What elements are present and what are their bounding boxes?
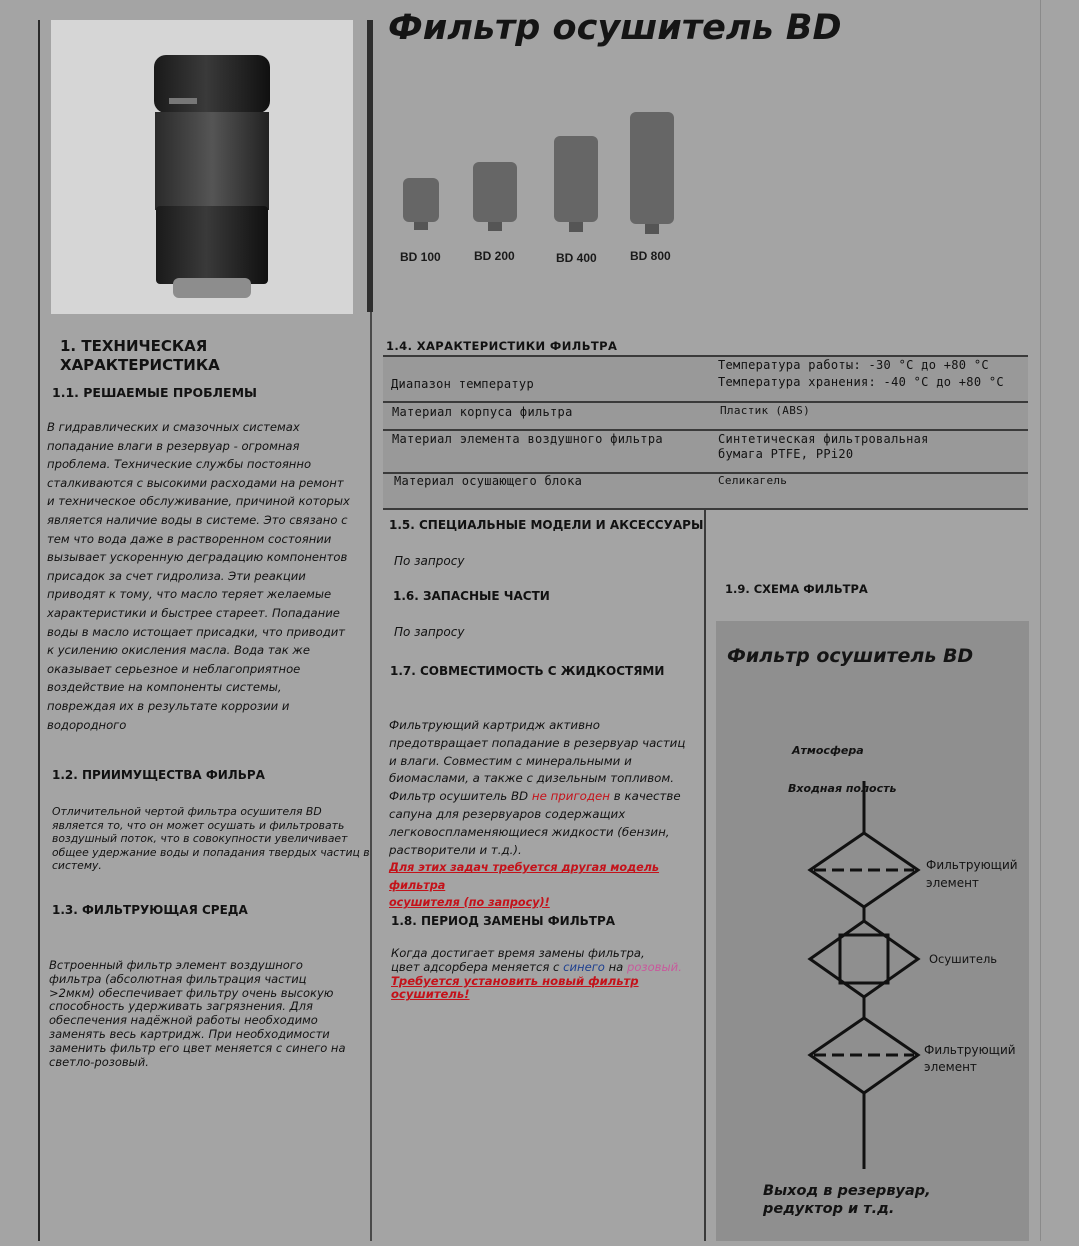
scheme-dryer-label: Осушитель xyxy=(929,952,998,966)
model-label-bd100: BD 100 xyxy=(400,250,441,264)
table-row-value: Пластик (ABS) xyxy=(720,404,810,417)
section-1-1-title: 1.1. РЕШАЕМЫЕ ПРОБЛЕМЫ xyxy=(52,385,257,400)
section-1-2-text: Отличительной чертой фильтра осушителя BD является то, что он может осушать и фильтровать воздушный поток, что в совокупности увеличивает общее удержание воды и попадания твердых частиц в систему. xyxy=(52,805,370,872)
table-row-value: Синтетическая фильтровальная xyxy=(718,432,929,446)
table-row-label: Диапазон температур xyxy=(391,377,534,391)
model-bd100-image xyxy=(403,178,439,230)
middle-divider-line xyxy=(704,510,706,1241)
filter-photo-illustration xyxy=(51,20,353,314)
table-row-value: Температура хранения: -40 °C до +80 °C xyxy=(718,375,1004,389)
section-1-8-text: Когда достигает время замены фильтра, цвет адсорбера меняется с синего на розовый. Требуется установить новый фильтр осушитель! xyxy=(391,946,682,1002)
scheme-element2-label: Фильтрующий элемент xyxy=(924,1043,1016,1074)
model-label-bd800: BD 800 xyxy=(630,249,671,263)
section-1-7-title: 1.7. СОВМЕСТИМОСТЬ С ЖИДКОСТЯМИ xyxy=(390,664,665,678)
model-bd400-image xyxy=(554,136,598,232)
table-row-label: Материал корпуса фильтра xyxy=(392,405,573,419)
scheme-inlet-label: Входная полость xyxy=(788,782,897,795)
table-row-value: Селикагель xyxy=(718,474,788,487)
scheme-outlet-label: Выход в резервуар, редуктор и т.д. xyxy=(763,1183,931,1217)
filter-element-1-symbol xyxy=(810,833,918,907)
model-bd200-image xyxy=(473,162,517,231)
model-bd800-image xyxy=(630,112,674,234)
section-1-6-title: 1.6. ЗАПАСНЫЕ ЧАСТИ xyxy=(393,589,550,603)
table-row-divider xyxy=(383,429,1028,431)
table-row-label: Материал осушающего блока xyxy=(394,474,583,488)
section-1-1-text: В гидравлических и смазочных системах попадание влаги в резервуар - огромная проблема. Технические службы постоянно сталкиваются с высокими расходами на ремонт и техническое обслуживание, причиной которых является наличие воды в системе. Это связано с тем что вода даже в растворенном состоянии вызывает ускоренную деградацию компонентов присадок за счет гидролиза. Эти реакции приводят к тому, что масло теряет желаемые характеристики и быстрее стареет. Попадание воды в масло истощает присадки, что приводит к усилению окисления масла. Вода так же оказывает серьезное и неблагоприятное воздействие на компоненты системы, повреждая их в результате коррозии и водородного xyxy=(47,420,350,732)
dryer-symbol xyxy=(810,921,918,997)
section-1-8-title: 1.8. ПЕРИОД ЗАМЕНЫ ФИЛЬТРА xyxy=(391,914,616,928)
section-1-3-text: Встроенный фильтр элемент воздушного фильтра (абсолютная фильтрация частиц >2мкм) обеспечивает фильтру очень высокую способность удерживать загрязнения. Для обеспечения надёжной работы необходимо заменять весь картридж. При необходимости заменить фильтр его цвет меняется с синего на светло-розовый. xyxy=(49,958,346,1069)
filter-element-2-symbol xyxy=(810,1018,918,1093)
section-1-6-text: По запросу xyxy=(394,625,465,639)
page-title: Фильтр осушитель BD xyxy=(388,8,842,48)
section-1-9-title: 1.9. СХЕМА ФИЛЬТРА xyxy=(725,582,868,596)
filter-scheme-panel xyxy=(716,621,1029,1241)
section-1-5-title: 1.5. СПЕЦИАЛЬНЫЕ МОДЕЛИ И АКСЕССУАРЫ xyxy=(389,518,704,532)
table-row-value: Температура работы: -30 °C до +80 °C xyxy=(718,358,989,372)
scheme-element1-label: Фильтрующий элемент xyxy=(926,858,1018,890)
table-row-divider xyxy=(383,401,1028,403)
product-photo xyxy=(51,20,353,314)
section-1-title: 1. ТЕХНИЧЕСКАЯ ХАРАКТЕРИСТИКА xyxy=(60,337,220,374)
right-border-line xyxy=(1040,0,1041,1241)
model-label-bd200: BD 200 xyxy=(474,249,515,263)
scheme-title: Фильтр осушитель BD xyxy=(727,645,974,667)
section-1-4-title: 1.4. ХАРАКТЕРИСТИКИ ФИЛЬТРА xyxy=(386,339,618,353)
section-1-5-text: По запросу xyxy=(394,554,465,568)
table-row-label: Материал элемента воздушного фильтра xyxy=(392,432,663,446)
table-row-value: бумага PTFE, PPi20 xyxy=(718,447,854,461)
left-border-line xyxy=(38,20,40,1241)
title-accent-bar xyxy=(367,20,373,312)
section-1-2-title: 1.2. ПРИИМУЩЕСТВА ФИЛЬРА xyxy=(52,768,265,782)
section-1-7-text: Фильтрующий картридж активно предотвращает попадание в резервуар частиц и влаги. Совместим с минеральными и биомаслами, а также с дизельным топливом. Фильтр осушитель BD не пригоден в качестве сапуна для резервуаров содержащих легковоспламеняющиеся жидкости (бензин, растворители и т.д.). Для этих задач требуется другая модель фильтра осушителя (по запросу)! xyxy=(389,718,686,909)
filter-scheme-diagram xyxy=(716,621,1029,1241)
model-label-bd400: BD 400 xyxy=(556,251,597,265)
scheme-atmosphere-label: Атмосфера xyxy=(792,744,864,757)
section-1-3-title: 1.3. ФИЛЬТРУЮЩАЯ СРЕДА xyxy=(52,903,248,917)
